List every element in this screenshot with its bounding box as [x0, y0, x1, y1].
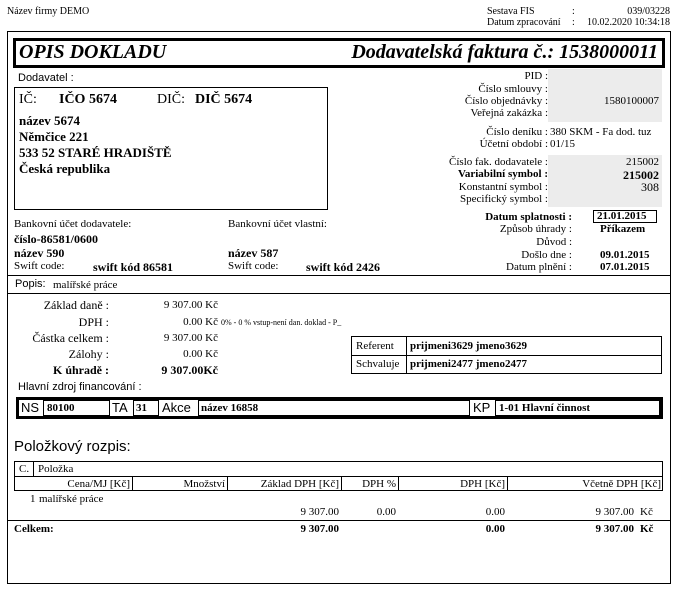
supplier-bank-name: název 590	[14, 246, 65, 260]
row-incl: 9 307.00	[595, 506, 634, 518]
vat-value: 0.00 Kč	[183, 316, 218, 328]
supplier-invoice-value: 215002	[626, 156, 659, 168]
description-label: Popis:	[15, 278, 46, 290]
fulfilment-value: 07.01.2015	[600, 261, 650, 273]
topay-value: 9 307.00Kč	[161, 363, 218, 377]
period-value: 01/15	[550, 138, 576, 150]
col-qty: Množství	[183, 478, 225, 490]
supplier-name: název 5674	[19, 113, 81, 128]
own-swift-label: Swift code:	[228, 260, 279, 272]
processed-label: Datum zpracování	[487, 17, 561, 28]
constant-symbol-value: 308	[641, 180, 659, 194]
row-base: 9 307.00	[300, 506, 339, 518]
kp-value: 1-01 Hlavní činnost	[499, 402, 591, 414]
items-c-divider	[33, 461, 34, 476]
public-label: Veřejná zakázka :	[470, 107, 548, 119]
variable-symbol-label: Variabilní symbol :	[457, 168, 548, 180]
akce-label: Akce	[162, 400, 191, 415]
items-total-currency: Kč	[640, 523, 654, 535]
row-currency: Kč	[640, 506, 653, 518]
description-value: malířské práce	[53, 279, 118, 291]
payment-value: Příkazem	[600, 223, 646, 235]
topay-label: K úhradě :	[52, 363, 109, 377]
ico-label: IČ:	[19, 92, 37, 107]
own-swift-value: swift kód 2426	[306, 260, 381, 274]
ta-label: TA	[112, 400, 128, 415]
ns-value: 80100	[47, 402, 75, 414]
col-vat-pct: DPH %	[362, 478, 396, 490]
constant-symbol-label: Konstantní symbol :	[458, 181, 548, 193]
ta-value: 31	[136, 402, 147, 414]
variable-symbol-value: 215002	[623, 168, 659, 182]
supplier-bank-account: číslo-86581/0600	[14, 232, 98, 246]
referent-value: prijmeni3629 jmeno3629	[410, 340, 528, 352]
due-date-value: 21.01.2015	[597, 210, 647, 222]
row-name: malířské práce	[39, 493, 104, 505]
own-bank-label: Bankovní účet vlastní:	[228, 218, 327, 230]
firm-name: Název firmy DEMO	[7, 6, 90, 17]
supplier-swift-label: Swift code:	[14, 260, 65, 272]
items-total-base: 9 307.00	[300, 523, 339, 535]
dic-label: DIČ:	[157, 92, 185, 107]
report-value: 039/03228	[627, 6, 670, 17]
kp-label: KP	[473, 400, 491, 415]
order-value: 1580100007	[604, 95, 659, 107]
period-label: Účetní období :	[479, 138, 548, 150]
approval-divider	[351, 355, 662, 356]
advance-value: 0.00 Kč	[183, 348, 218, 360]
processed-value: 10.02.2020 10:34:18	[586, 17, 670, 28]
ico-value: IČO 5674	[59, 92, 117, 107]
col-c: C.	[19, 463, 30, 475]
supplier-label: Dodavatel :	[18, 72, 74, 84]
journal-label: Číslo deníku :	[486, 126, 548, 138]
divider-1	[8, 275, 670, 276]
supplier-bank-label: Bankovní účet dodavatele:	[14, 218, 132, 230]
vat-label: DPH :	[78, 315, 109, 329]
ns-label: NS	[21, 400, 40, 415]
items-title: Položkový rozpis:	[14, 438, 131, 455]
supplier-invoice-label: Číslo fak. dodavatele :	[449, 156, 548, 168]
referent-label: Referent	[356, 340, 394, 352]
total-label: Částka celkem :	[32, 331, 109, 345]
divider-2	[8, 293, 670, 294]
invoice-number: Dodavatelská faktura č.: 1538000011	[351, 41, 658, 63]
approver-label: Schvaluje	[356, 358, 400, 370]
base-value: 9 307.00 Kč	[163, 299, 218, 311]
items-total-incl: 9 307.00	[595, 523, 634, 535]
items-header-divider	[14, 476, 663, 477]
dic-value: DIČ 5674	[195, 92, 253, 107]
fulfilment-label: Datum plnění :	[506, 261, 572, 273]
contract-label: Číslo smlouvy :	[478, 83, 548, 95]
col-base: Základ DPH [Kč]	[260, 478, 339, 490]
specific-symbol-label: Specifický symbol :	[460, 193, 548, 205]
approver-value: prijmeni2477 jmeno2477	[410, 358, 528, 370]
total-value: 9 307.00 Kč	[163, 332, 218, 344]
report-label: Sestava FIS	[487, 6, 535, 17]
supplier-city: 533 52 STARÉ HRADIŠTĚ	[19, 145, 172, 160]
items-total-label: Celkem:	[14, 523, 54, 535]
due-date-label: Datum splatnosti :	[485, 211, 572, 223]
base-label: Základ daně :	[43, 298, 109, 312]
advance-label: Zálohy :	[68, 347, 109, 361]
col-incl: Včetně DPH [Kč]	[582, 478, 661, 490]
col-item: Položka	[38, 463, 74, 475]
supplier-swift-value: swift kód 86581	[93, 260, 174, 274]
document-title: OPIS DOKLADU	[19, 41, 167, 63]
journal-value: 380 SKM - Fa dod. tuz	[550, 126, 652, 138]
vat-note: 0% - 0 % vstup-není dan. doklad - P_	[221, 318, 342, 327]
funding-label: Hlavní zdroj financování :	[18, 381, 142, 393]
report-colon: :	[572, 6, 575, 17]
reason-label: Důvod :	[536, 236, 572, 248]
row-vat-pct: 0.00	[376, 506, 396, 518]
payment-label: Způsob úhrady :	[499, 223, 572, 235]
processed-colon: :	[572, 17, 575, 28]
akce-value: název 16858	[201, 402, 259, 414]
items-total-vat: 0.00	[485, 523, 505, 535]
supplier-country: Česká republika	[19, 161, 111, 176]
supplier-street: Němčice 221	[19, 129, 89, 144]
order-label: Číslo objednávky :	[464, 95, 548, 107]
own-bank-name: název 587	[228, 246, 279, 260]
col-price: Cena/MJ [Kč]	[67, 478, 130, 490]
received-value: 09.01.2015	[600, 249, 650, 261]
pid-label: PID :	[524, 70, 548, 82]
approval-col-divider	[406, 336, 407, 374]
row-number: 1	[30, 493, 36, 505]
col-vat: DPH [Kč]	[460, 478, 505, 490]
total-divider	[8, 520, 670, 521]
received-label: Došlo dne :	[521, 249, 572, 261]
row-vat: 0.00	[485, 506, 505, 518]
